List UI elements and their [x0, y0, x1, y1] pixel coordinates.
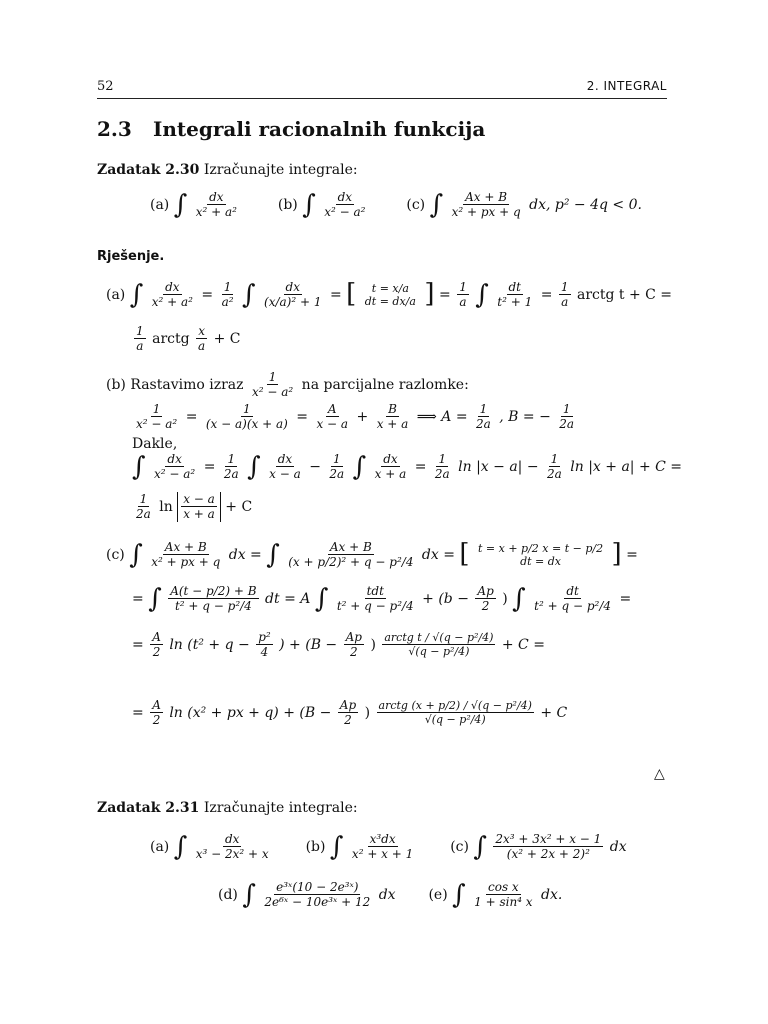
sol-b-l3-num6: 1: [438, 452, 447, 466]
sol-b-l3-num5: dx: [383, 452, 398, 466]
sol-c-r4-num3: Ap: [339, 698, 357, 712]
task-31-row2: (d) ∫ $\frac{\text{e³ˣ(10 − 2e³ˣ)}}{\text{2e⁶ˣ − 10e³ˣ + 12}}$ dx (e) ∫ $\frac{\text{cos x}}{\text{1 + sin⁴ x}}$ dx.: [218, 879, 563, 910]
task-31-b-den: x² + x + 1: [351, 847, 414, 862]
sol-b-l2-num3: A: [327, 402, 337, 416]
sol-c-r4-num1: A: [152, 698, 161, 712]
sol-c-r4-den1: 2: [152, 713, 161, 728]
sol-b-l3-den2: 2a: [223, 467, 239, 482]
task-31-c-tail: dx: [609, 838, 627, 855]
task-31-c-tag: (c): [450, 838, 469, 855]
sol-b-l4-den: 2a: [136, 507, 151, 522]
sol-a-f3-num: dx: [285, 280, 300, 295]
sol-a-f2-num: 1: [223, 280, 232, 295]
sol-a-f2-den: a²: [221, 295, 234, 310]
task-30-intro: Izračunajte integrale:: [203, 162, 358, 178]
sol-c-r1-eq: =: [626, 546, 638, 563]
sol-c-r3-paren: ): [370, 636, 376, 653]
sol-b-l2-num4: B: [388, 402, 397, 416]
sol-b-l3-ln1: ln |x − a| −: [458, 458, 539, 475]
task-31-a-num: dx: [224, 832, 240, 846]
solution-b-line2: $\frac{1}{\text{x² − a²}}$ = $\frac{1}{(x - a)(x + a)}$ = $\frac{A}{x - a}$ + $\frac{B}{x + a}$ ⟹ A = $\frac{1}{2a}$ , B = − $\frac{1}{2a}$: [136, 402, 575, 432]
sol-c-r1-den1: x² + px + q: [151, 555, 221, 570]
sol-c-r1-num1: Ax + B: [164, 540, 207, 555]
sol-c-r1-num2: Ax + B: [329, 540, 372, 555]
sol-c-r4-arctg-den: √(q − p²/4): [424, 713, 486, 727]
sol-c-r2-num1: A(t − p/2) + B: [170, 584, 257, 598]
sol-a-f5-den: t² + 1: [497, 295, 533, 310]
sol-b-l2-den1: x² − a²: [136, 417, 178, 432]
task-30-c-tail: dx, p² − 4q < 0.: [529, 196, 642, 213]
sol-b-l3-den7: 2a: [547, 467, 562, 482]
sol-b-l2-plus: +: [356, 408, 369, 425]
sol-c-r2-eq: =: [619, 590, 632, 607]
sol-a-f4-num: 1: [459, 280, 467, 295]
sol-b-l2-num1: 1: [152, 402, 161, 416]
sol-a-l2-den2: a: [198, 339, 206, 354]
sol-c-r3-num1: A: [152, 630, 161, 644]
sol-c-r4-den3: 2: [344, 713, 352, 728]
sol-b-l3-ln2: ln |x + a| + C =: [570, 458, 683, 475]
task-30-b-den: x² − a²: [324, 205, 366, 220]
task-31-c-num: 2x³ + 3x² + x − 1: [495, 832, 602, 846]
sol-a-subst-bot: dt = dx/a: [364, 294, 416, 308]
task-31-intro: Izračunajte integrale:: [203, 800, 358, 816]
page-number: 52: [97, 79, 114, 94]
sol-a-subst-top: t = x/a: [371, 281, 409, 295]
sol-c-r3-den3: 2: [349, 645, 358, 660]
solution-b-line4: [132, 492, 252, 522]
sol-c-r3-arctg-num: arctg t / √(q − p²/4): [384, 631, 494, 645]
sol-c-r2-den4: t² + q − p²/4: [534, 599, 611, 614]
sol-c-r4-ln: ln (x² + px + q) + (B −: [169, 704, 332, 721]
task-30-a-num: dx: [209, 190, 224, 204]
solution-c-row1: (c) ∫ $\frac{Ax + B}{\text{x² + px + q}}$ dx = ∫ $\frac{Ax + B}{\text{(x + p/2)² + q − p²/4}}$ dx = [ t = x + p/2 x = t − p/2 dt = dx ] =: [106, 539, 638, 570]
sol-c-r3-ln: ln (t² + q −: [169, 636, 250, 653]
sol-b-l2-b: , B = −: [499, 408, 551, 425]
sol-b-l3-den3: x − a: [269, 467, 301, 482]
sol-c-r3-lead: =: [132, 636, 144, 653]
sol-c-r1-subst-bot: dt = dx: [520, 554, 562, 568]
solution-b-line1: [106, 370, 469, 400]
header-rule: [97, 98, 667, 99]
task-31-a-den: x³ − 2x² + x: [195, 847, 269, 862]
sol-b-tag: (b): [106, 376, 126, 393]
sol-c-r2-den3: 2: [481, 599, 490, 614]
sol-a-f1-den: x² + a²: [151, 295, 193, 310]
sol-a-f6-den: a: [561, 295, 569, 310]
sol-c-r4-lead: =: [132, 704, 144, 721]
sol-a-f5-num: dt: [508, 280, 522, 295]
sol-a-f1-num: dx: [165, 280, 180, 295]
task-31-header: [97, 800, 358, 816]
sol-b-l3-num3: dx: [277, 452, 293, 466]
sol-c-r4-arctg-num: arctg (x + p/2) / √(q − p²/4): [378, 699, 532, 713]
sol-b-l4-abs-den: x + a: [183, 507, 215, 522]
sol-b-l4-num: 1: [139, 492, 148, 506]
sol-b-dakle: Dakle,: [132, 436, 178, 452]
sol-b-l3-den5: x + a: [374, 467, 407, 482]
sol-c-r2-mid2: + (b −: [422, 590, 469, 607]
sol-b-l2-num2: 1: [243, 402, 251, 416]
task-31-e-tag: (e): [428, 886, 448, 903]
task-31-label: Zadatak 2.31: [97, 800, 200, 816]
sol-b-l3-num1: dx: [167, 452, 182, 466]
task-31-e-den: 1 + sin⁴ x: [474, 895, 533, 910]
sol-b-l3-num2: 1: [227, 452, 236, 466]
sol-c-r1-dx: dx =: [228, 546, 262, 563]
sol-c-r1-dx2: dx =: [421, 546, 455, 563]
sol-a-tag: (a): [106, 286, 126, 303]
sol-c-r2-mid: dt = A: [265, 590, 311, 607]
sol-a-f3-den: (x/a)² + 1: [264, 295, 322, 310]
task-30-problems: (a) ∫ $\frac{dx}{\text{x² + a²}}$ (b) ∫ $\frac{dx}{\text{x² − a²}}$ (c) ∫ $\frac{Ax + B}{\text{x² + px + q}}$ dx, p² − 4q < 0.: [150, 189, 642, 220]
sol-c-r1-subst-top: t = x + p/2 x = t − p/2: [478, 541, 604, 555]
sol-c-r2-den2: t² + q − p²/4: [336, 599, 414, 614]
sol-a-arctg-tail: arctg t + C =: [576, 286, 673, 303]
task-30-c-num: Ax + B: [465, 190, 508, 204]
sol-b-l4-tail: + C: [225, 498, 253, 515]
sol-c-r2-paren: ): [502, 590, 508, 607]
sol-c-r2-num3: Ap: [477, 584, 494, 598]
solution-a-line2: [132, 324, 241, 354]
task-30-header: [97, 162, 358, 178]
sol-b-l2-implies: ⟹ A =: [416, 408, 468, 425]
qed-triangle-icon: △: [654, 766, 665, 782]
task-30-c-den: x² + px + q: [451, 205, 521, 220]
sol-a-l2-den1: a: [136, 339, 144, 354]
sol-b-expr-num: 1: [268, 370, 277, 384]
task-31-b-num: x³dx: [369, 832, 396, 846]
sol-b-l2-den5: 2a: [476, 417, 491, 432]
sol-c-r3-den1: 2: [152, 645, 161, 660]
task-30-label: Zadatak 2.30: [97, 162, 200, 178]
sol-b-l2-den4: x + a: [376, 417, 409, 432]
sol-c-r1-den2: (x + p/2)² + q − p²/4: [288, 555, 414, 570]
sol-b-l3-num4: 1: [332, 452, 341, 466]
solution-c-row4: [132, 698, 567, 728]
sol-c-r3-num3: Ap: [345, 630, 362, 644]
task-31-d-tail: dx: [378, 886, 396, 903]
sol-b-l2-num5: 1: [479, 402, 488, 416]
sol-b-text-before: Rastavimo izraz: [130, 376, 244, 393]
sol-b-l2-den2: (x − a)(x + a): [205, 417, 288, 432]
sol-b-l4-ln: ln: [159, 498, 173, 515]
task-31-d-den: 2e⁶ˣ − 10e³ˣ + 12: [264, 895, 371, 910]
task-31-c-den: (x² + 2x + 2)²: [506, 847, 590, 862]
sol-b-l3-num7: 1: [550, 452, 559, 466]
sol-a-f4-den: a: [459, 295, 467, 310]
section-number: 2.3: [97, 117, 132, 141]
sol-c-r2-lead: =: [132, 590, 144, 607]
sol-a-l2-num2: x: [198, 324, 205, 338]
sol-c-r2-num2: tdt: [366, 584, 384, 598]
task-30-c-tag: (c): [406, 196, 426, 213]
sol-b-text-after: na parcijalne razlomke:: [301, 376, 469, 393]
sol-c-tag: (c): [106, 546, 125, 563]
sol-b-l4-abs-num: x − a: [183, 492, 215, 506]
task-31-e-tail: dx.: [541, 886, 563, 903]
sol-b-l2-num6: 1: [562, 402, 571, 416]
sol-a-l2-tail: + C: [213, 330, 241, 347]
sol-a-eq: =: [201, 286, 214, 303]
sol-b-l2-den3: x − a: [316, 417, 349, 432]
sol-c-r3-tail: + C =: [501, 636, 545, 653]
task-30-a-tag: (a): [150, 196, 170, 213]
task-30-b-num: dx: [337, 190, 353, 204]
task-30-b-tag: (b): [277, 196, 298, 213]
chapter-heading: 2. INTEGRAL: [586, 79, 667, 93]
solution-label: Rješenje.: [97, 249, 165, 264]
sol-b-expr-den: x² − a²: [251, 385, 294, 400]
task-31-d-tag: (d): [218, 886, 238, 903]
task-31-row1: (a) ∫ $\frac{dx}{\text{x³ − 2x² + x}}$ (b) ∫ $\frac{\text{x³dx}}{\text{x² + x + 1}}$ (c) ∫ $\frac{\text{2x³ + 3x² + x − 1}}{\text{(x² + 2x + 2)²}}$ dx: [150, 831, 627, 862]
sol-b-l3-den4: 2a: [329, 467, 345, 482]
task-31-a-tag: (a): [150, 838, 170, 855]
sol-a-l2-num1: 1: [136, 324, 144, 338]
solution-c-row3: [132, 630, 545, 660]
task-31-d-num: e³ˣ(10 − 2e³ˣ): [276, 880, 359, 894]
sol-c-r3-den2: 4: [260, 645, 269, 660]
sol-c-r2-den1: t² + q − p²/4: [174, 599, 252, 614]
solution-a-line1: (a) ∫ $\frac{dx}{\text{x² + a²}}$ = $\frac{1}{\text{a²}}$ ∫ $\frac{dx}{\text{(x/a)² + 1}}$ = [ t = x/a dt = dx/a ] = $\frac{1}{a}$ ∫ $\frac{dt}{\text{t² + 1}}$ = $\frac{1}{a}$ arctg t + C =: [106, 279, 673, 310]
sol-c-r4-tail: + C: [540, 704, 568, 721]
sol-c-r3-num2: p²: [258, 630, 271, 644]
task-31-e-num: cos x: [488, 880, 519, 894]
sol-c-r3-mid: ) + (B −: [279, 636, 338, 653]
solution-b-line3: ∫ $\frac{dx}{\text{x² − a²}}$ = $\frac{1}{2a}$ ∫ $\frac{dx}{x - a}$ − $\frac{1}{2a}$ ∫ $\frac{dx}{x + a}$ = $\frac{1}{2a}$ ln |x − a| − $\frac{1}{2a}$ ln |x + a| + C =: [132, 451, 683, 482]
solution-c-row2: = ∫ $\frac{A(t - p/2) + B}{\text{t² + q − p²/4}}$ dt = A ∫ $\frac{\text{tdt}}{\text{t² + q − p²/4}}$ + (b − $\frac{Ap}{2}$ ) ∫ $\frac{dt}{\text{t² + q − p²/4}}$ =: [132, 583, 632, 614]
sol-a-f6-num: 1: [560, 280, 569, 295]
section-title: Integrali racionalnih funkcija: [153, 117, 486, 141]
sol-b-l3-den6: 2a: [434, 467, 450, 482]
sol-c-r4-paren: ): [364, 704, 371, 721]
sol-a-l2-arctg: arctg: [152, 330, 190, 347]
task-31-b-tag: (b): [305, 838, 326, 855]
sol-b-l2-den6: 2a: [559, 417, 575, 432]
sol-b-l3-den1: x² − a²: [154, 467, 196, 482]
sol-c-r3-arctg-den: √(q − p²/4): [408, 645, 470, 659]
sol-c-r2-num4: dt: [566, 584, 579, 598]
task-30-a-den: x² + a²: [195, 205, 237, 220]
